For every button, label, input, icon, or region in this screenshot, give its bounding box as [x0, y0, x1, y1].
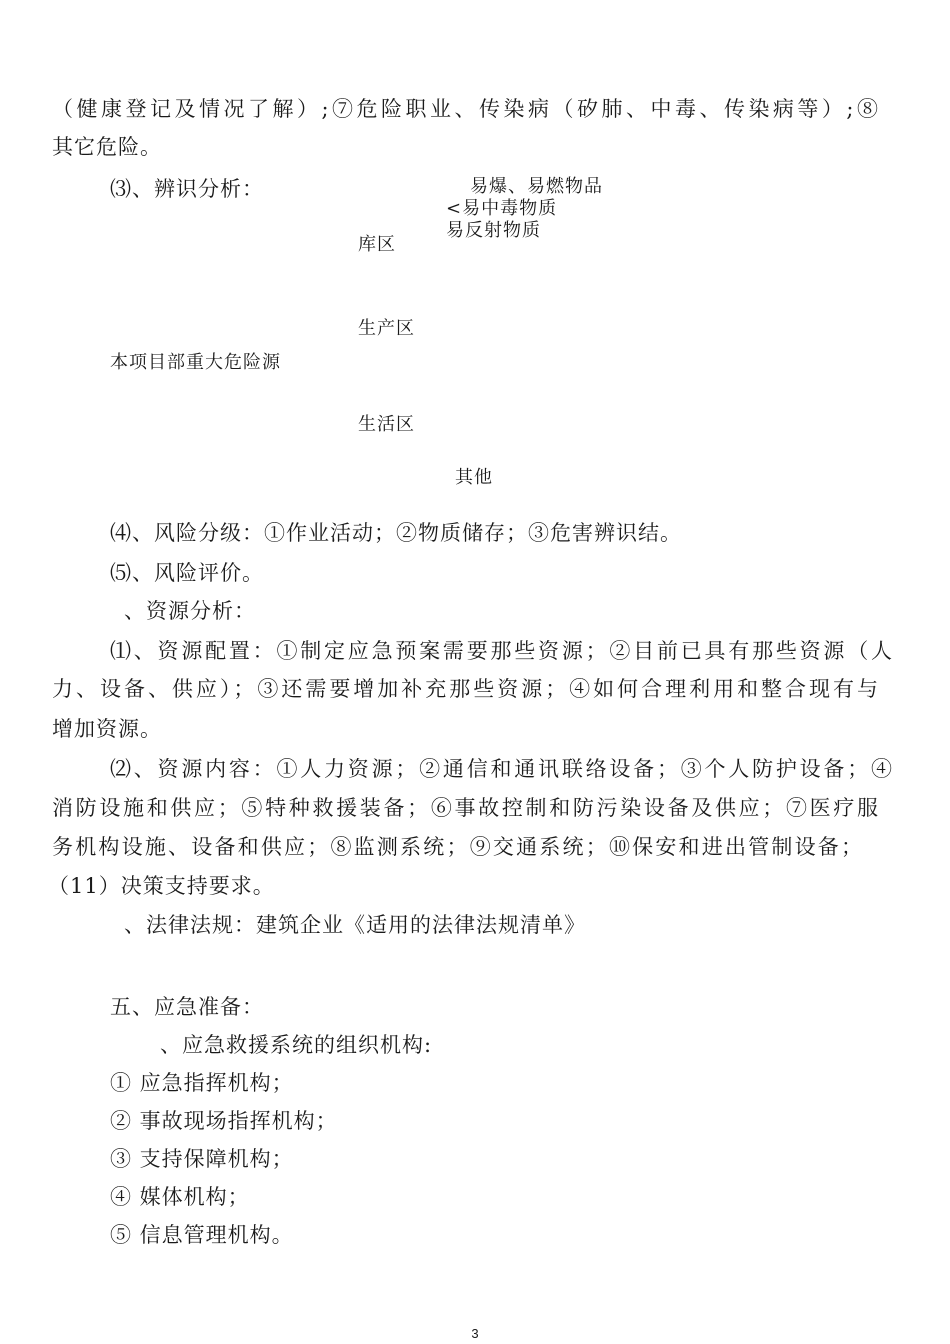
section-heading: ⑶、辨识分析：: [110, 177, 264, 201]
text-line: （健康登记及情况了解）;⑦危险职业、传染病（矽肺、中毒、传染病等）;⑧: [52, 97, 878, 121]
list-item: ④ 媒体机构；: [110, 1185, 250, 1209]
text-line: 务机构设施、设备和供应；⑧监测系统；⑨交通系统；⑩保安和进出管制设备；: [52, 835, 862, 859]
text-line: 消防设施和供应；⑤特种救援装备；⑥事故控制和防污染设备及供应；⑦医疗服: [52, 796, 878, 820]
list-item: ② 事故现场指挥机构；: [110, 1109, 338, 1133]
text-line: ⑵、资源内容：①人力资源；②通信和通讯联络设备；③个人防护设备；④: [110, 757, 892, 781]
diagram-label: 易反射物质: [446, 220, 541, 241]
diagram-label-clipped: [446, 220, 606, 241]
diagram-label: 生产区: [358, 318, 415, 339]
diagram-label: <易中毒物质: [446, 198, 558, 219]
text-line: ⑷、风险分级：①作业活动；②物质储存；③危害辨识结。: [110, 521, 682, 545]
page-number: 3: [471, 1326, 479, 1341]
text-line: ⑸、风险评价。: [110, 561, 264, 585]
text-line: 增加资源。: [52, 717, 162, 741]
text-line: （11）决策支持要求。: [48, 874, 275, 898]
list-item: ⑤ 信息管理机构。: [110, 1223, 294, 1247]
diagram-label: 本项目部重大危险源: [110, 352, 281, 373]
diagram-label: 生活区: [358, 414, 415, 435]
diagram-label: 其他: [455, 467, 493, 488]
section-heading: 、应急救援系统的组织机构:: [160, 1033, 433, 1057]
text-line: ⑴、资源配置：①制定应急预案需要那些资源；②目前已具有那些资源（人: [110, 639, 892, 663]
list-item: ③ 支持保障机构；: [110, 1147, 294, 1171]
diagram-label: 易爆、易燃物品: [470, 176, 603, 197]
list-item: ① 应急指挥机构；: [110, 1071, 294, 1095]
text-line: 其它危险。: [52, 135, 162, 159]
section-heading: 、法律法规：建筑企业《适用的法律法规清单》: [124, 913, 586, 937]
section-heading: 、资源分析：: [124, 599, 256, 623]
chapter-heading: 五、应急准备：: [110, 995, 264, 1019]
text-line: 力、设备、供应）；③还需要增加补充那些资源；④如何合理利用和整合现有与: [52, 677, 878, 701]
diagram-label: 库区: [358, 234, 396, 255]
